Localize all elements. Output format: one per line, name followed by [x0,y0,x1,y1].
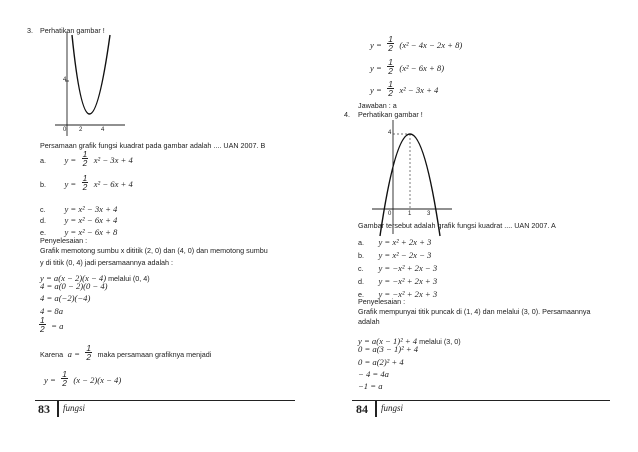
option-d: d. y = −x² + 2x + 3 [358,276,438,286]
karena-line: Karena a = $\frac{1}{2}$ maka persamaan grafiknya menjadi [40,343,212,363]
option-letter: b. [40,180,46,189]
question-title: Perhatikan gambar ! [40,26,105,35]
option-expr: y = x² − 6x + 8 [64,227,118,237]
graph-tick-x3: 3 [427,211,431,217]
option-expr: y = x² − 6x + 4 [64,215,118,225]
option-b: b. y = $\frac{1}{2}$ x² − 6x + 4 [40,173,133,193]
option-letter: e. [40,228,46,237]
graph-tick-x2: 2 [79,127,83,133]
solution-line-2: y di titik (0, 4) jadi persamaannya adalah : [40,258,174,267]
option-b: b. y = x² − 2x − 3 [358,250,432,260]
option-letter: c. [40,205,46,214]
eq-line-3: 0 = a(2)² + 4 [358,357,404,367]
page-label: fungsi [63,403,86,413]
eq-line-5: −1 = a [358,381,383,391]
option-a: a. y = x² + 2x + 3 [358,237,432,247]
graph-tick-y4: 4 [63,77,67,83]
eq-line-4: 4 = 8a [40,306,63,316]
option-e: e. y = −x² + 2x + 3 [358,289,438,299]
answer-text: Jawaban : a [358,101,397,110]
question-text: Gambar tersebut adalah grafik fungsi kuadrat .... UAN 2007. A [358,221,556,230]
question-title: Perhatikan gambar ! [358,110,423,119]
final-equation: y = $\frac{1}{2}$ (x − 2)(x − 4) [44,369,122,389]
eq-line-1: y = a(x − 1)² + 4 melalui (3, 0) [358,336,461,346]
graph-tick-x1: 1 [408,211,412,217]
option-letter: a. [40,156,46,165]
eq-line-5: $\frac{1}{2}$ = a [40,315,64,335]
option-expr: y = [64,155,77,165]
option-expr: y = −x² + 2x + 3 [378,289,438,299]
top-eq-3: y = $\frac{1}{2}$ x² − 3x + 4 [370,79,439,99]
solution-line-2: adalah [358,317,380,326]
option-a: a. y = $\frac{1}{2}$ x² − 3x + 4 [40,149,133,169]
footer-rule [35,400,295,401]
option-letter: d. [40,216,46,225]
eq-line-3: 4 = a(−2)(−4) [40,293,91,303]
solution-heading: Penyelesaian : [40,236,88,245]
question-text: Persamaan grafik fungsi kuadrat pada gambar adalah .... UAN 2007. B [40,141,266,150]
solution-line-1: Grafik mempunyai titik puncak di (1, 4) dan melalui (3, 0). Persamaannya [358,307,591,316]
top-eq-1: y = $\frac{1}{2}$ (x² − 4x − 2x + 8) [370,34,463,54]
eq-line-2: 0 = a(3 − 1)² + 4 [358,344,419,354]
page-number: 83 [38,402,50,416]
top-eq-2: y = $\frac{1}{2}$ (x² − 6x + 8) [370,57,445,77]
option-expr: y = x² − 3x + 4 [64,204,118,214]
graph-tick-x0: 0 [388,211,392,217]
option-c: c. y = −x² + 2x − 3 [358,263,438,273]
option-expr: y = [64,179,77,189]
parabola-graph [55,32,125,140]
solution-line-1: Grafik memotong sumbu x dititik (2, 0) dan (4, 0) dan memotong sumbu [40,246,268,255]
option-expr: y = x² − 2x − 3 [378,250,432,260]
question-number: 4. [344,110,350,119]
option-expr-rest: x² − 6x + 4 [93,179,133,189]
graph-tick-y4: 4 [388,130,392,136]
option-expr: y = −x² + 2x + 3 [378,276,438,286]
option-expr: y = −x² + 2x − 3 [378,263,438,273]
page-label: fungsi [381,403,404,413]
option-expr-rest: x² − 3x + 4 [93,155,133,165]
graph-tick-x4: 4 [101,127,105,133]
solution-heading: Penyelesaian : [358,297,406,306]
eq-line-4: − 4 = 4a [358,369,389,379]
parabola-curve [72,35,110,114]
page-number: 84 [356,402,368,416]
eq-line-1: y = a(x − 2)(x − 4) melalui (0, 4) [40,273,150,283]
graph-tick-x0: 0 [63,127,67,133]
eq-line-2: 4 = a(0 − 2)(0 − 4) [40,281,108,291]
option-expr: y = x² + 2x + 3 [378,237,432,247]
footer-rule [352,400,610,401]
footer-divider [57,401,59,417]
footer-divider [375,401,377,417]
question-number: 3. [27,26,33,35]
